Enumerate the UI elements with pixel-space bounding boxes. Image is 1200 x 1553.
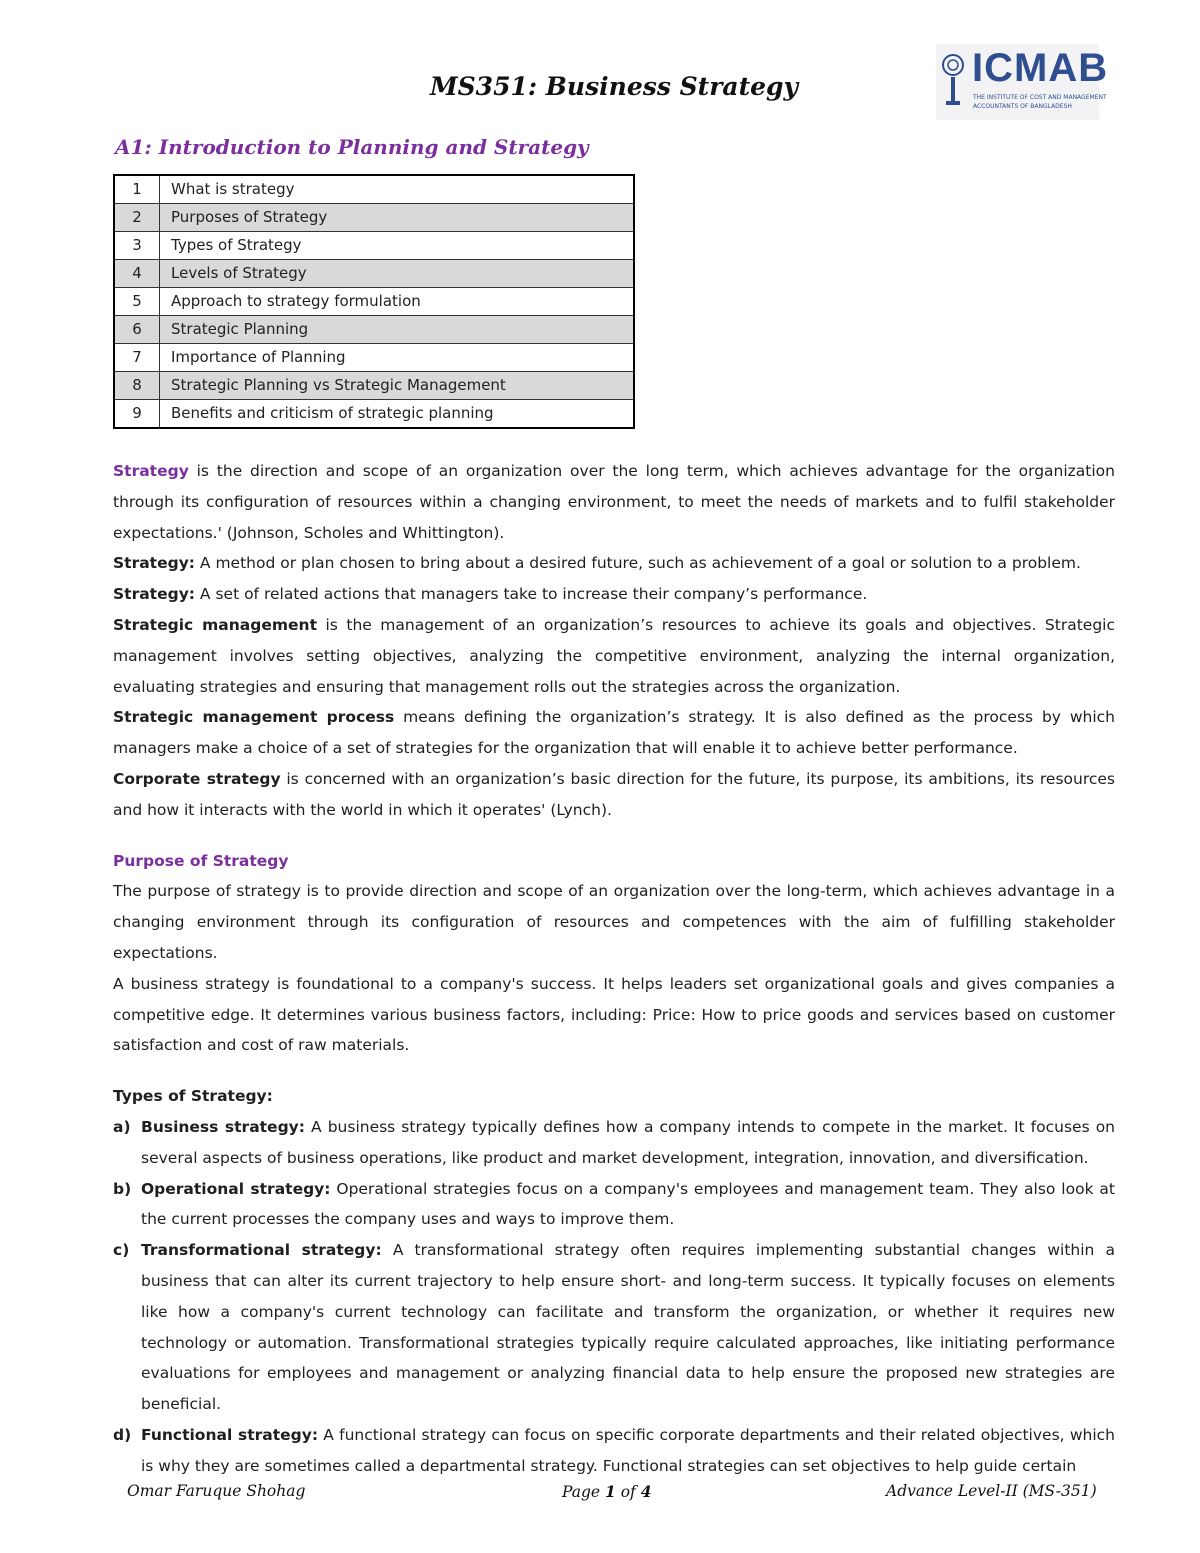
icmab-logo bbox=[936, 44, 1109, 120]
toc-label: Approach to strategy formulation bbox=[160, 288, 635, 316]
definitions bbox=[113, 456, 1115, 826]
purpose-heading: Purpose of Strategy bbox=[113, 851, 289, 870]
strategy-type-text: A transformational strategy often requires implementing substantial changes within a business that can alter its current trajectory to help ensure short- and long-term success. It typically focuses on elements like how a company's current technology can facilitate and transform the organization, or whether it requires new technology or automation. Transformational strategies typically require calculated approaches, like initiating performance evaluations for employees and management or analyzing financial data to help ensure the proposed new strategies are beneficial. bbox=[141, 1241, 1115, 1414]
strategy-type-text: Operational strategies focus on a company's employees and management team. They also look at the current processes the company uses and ways to improve them. bbox=[141, 1179, 1115, 1229]
footer-page-number: Page 1 of 4 bbox=[562, 1482, 652, 1501]
toc-label: Strategic Planning vs Strategic Management bbox=[160, 372, 635, 400]
document-body bbox=[113, 456, 1115, 1482]
toc-number: 4 bbox=[114, 260, 160, 288]
types-list bbox=[113, 1112, 1115, 1482]
strategy-type-term: Operational strategy: bbox=[141, 1179, 331, 1198]
toc-row bbox=[114, 175, 634, 204]
logo-text: ICMAB bbox=[972, 46, 1109, 90]
toc-number: 7 bbox=[114, 344, 160, 372]
purpose-paragraph-2: A business strategy is foundational to a company's success. It helps leaders set organizational goals and gives companies a competitive edge. It determines various business factors, including: Price: How to price goods and services based on customer satisfaction and cost of raw materials. bbox=[113, 974, 1115, 1055]
strategy-type-item bbox=[113, 1235, 1115, 1420]
toc-number: 6 bbox=[114, 316, 160, 344]
footer-author: Omar Faruque Shohag bbox=[127, 1482, 306, 1500]
toc-number: 1 bbox=[114, 175, 160, 204]
definition-paragraph bbox=[113, 764, 1115, 826]
purpose-paragraph-1: The purpose of strategy is to provide direction and scope of an organization over the long-term, which achieves advantage in a changing environment through its configuration of resources and competences with the aim of fulfilling stakeholder expectations. bbox=[113, 882, 1115, 962]
strategy-type-term: Business strategy: bbox=[141, 1117, 305, 1136]
toc-row bbox=[114, 372, 634, 400]
contents-table bbox=[113, 174, 635, 429]
strategy-type-item bbox=[113, 1174, 1115, 1236]
toc-row bbox=[114, 260, 634, 288]
toc-label: Benefits and criticism of strategic planning bbox=[160, 400, 635, 429]
definition-term: Strategy: bbox=[113, 554, 195, 573]
toc-label: Levels of Strategy bbox=[160, 260, 635, 288]
list-marker: c) bbox=[113, 1241, 130, 1260]
toc-number: 2 bbox=[114, 204, 160, 232]
definition-term: Strategy bbox=[113, 462, 189, 480]
list-marker: d) bbox=[113, 1425, 132, 1444]
toc-row bbox=[114, 344, 634, 372]
logo-subtitle-2: ACCOUNTANTS OF BANGLADESH bbox=[973, 103, 1072, 110]
definition-paragraph bbox=[113, 702, 1115, 764]
toc-row bbox=[114, 400, 634, 429]
strategy-type-item bbox=[113, 1420, 1115, 1482]
toc-row bbox=[114, 232, 634, 260]
toc-row bbox=[114, 204, 634, 232]
document-title: MS351: Business Strategy bbox=[429, 72, 799, 101]
section-title: A1: Introduction to Planning and Strategy bbox=[115, 135, 589, 159]
definition-text: A method or plan chosen to bring about a desired future, such as achievement of a goal or solution to a problem. bbox=[195, 554, 1081, 573]
toc-label: Importance of Planning bbox=[160, 344, 635, 372]
definition-term: Strategic management bbox=[113, 615, 317, 634]
definition-term: Strategy: bbox=[113, 585, 195, 604]
strategy-type-item bbox=[113, 1112, 1115, 1174]
definition-term: Strategic management process bbox=[113, 708, 395, 727]
list-marker: a) bbox=[113, 1117, 131, 1136]
strategy-type-text: A functional strategy can focus on specific corporate departments and their related objectives, which is why they are sometimes called a departmental strategy. Functional strategies can set objectives to help guide certain bbox=[141, 1425, 1115, 1475]
toc-label: Purposes of Strategy bbox=[160, 204, 635, 232]
definition-term: Corporate strategy bbox=[113, 769, 281, 788]
toc-number: 3 bbox=[114, 232, 160, 260]
seal-icon bbox=[940, 50, 966, 110]
definition-text: is the direction and scope of an organization over the long term, which achieves advantage for the organization through its configuration of resources within a changing environment, to meet the needs of markets and to fulfil stakeholder expectations.' (Johnson, Scholes and Whittington). bbox=[113, 462, 1115, 542]
list-marker: b) bbox=[113, 1179, 132, 1198]
toc-label: What is strategy bbox=[160, 175, 635, 204]
footer-course: Advance Level-II (MS-351) bbox=[886, 1482, 1097, 1500]
definition-text: is concerned with an organization’s basic direction for the future, its purpose, its ambitions, its resources and how it interacts with the world in which it operates' (Lynch). bbox=[113, 769, 1115, 819]
definition-text: is the management of an organization’s resources to achieve its goals and objectives. Strategic management involves setting objectives, analyzing the competitive environment, analyzing the internal organization, evaluating strategies and ensuring that management rolls out the strategies across the organization. bbox=[113, 615, 1115, 696]
strategy-type-text: A business strategy typically defines how a company intends to compete in the market. It focuses on several aspects of business operations, like product and market development, integration, innovation, and diversification. bbox=[141, 1117, 1116, 1167]
types-heading: Types of Strategy: bbox=[113, 1087, 273, 1106]
definition-text: A set of related actions that managers take to increase their company’s performance. bbox=[195, 585, 868, 604]
toc-number: 8 bbox=[114, 372, 160, 400]
strategy-type-term: Transformational strategy: bbox=[141, 1241, 382, 1260]
logo-subtitle-1: THE INSTITUTE OF COST AND MANAGEMENT bbox=[973, 94, 1107, 101]
toc-row bbox=[114, 288, 634, 316]
toc-label: Strategic Planning bbox=[160, 316, 635, 344]
definition-paragraph bbox=[113, 456, 1115, 548]
definition-text: means defining the organization’s strategy. It is also defined as the process by which managers make a choice of a set of strategies for the organization that will enable it to achieve better performance. bbox=[113, 708, 1115, 758]
toc-row bbox=[114, 316, 634, 344]
toc-number: 9 bbox=[114, 400, 160, 429]
definition-paragraph bbox=[113, 610, 1115, 702]
page-footer bbox=[0, 1482, 1200, 1508]
definition-paragraph bbox=[113, 579, 1115, 610]
toc-label: Types of Strategy bbox=[160, 232, 635, 260]
definition-paragraph bbox=[113, 548, 1115, 579]
toc-number: 5 bbox=[114, 288, 160, 316]
strategy-type-term: Functional strategy: bbox=[141, 1425, 319, 1444]
